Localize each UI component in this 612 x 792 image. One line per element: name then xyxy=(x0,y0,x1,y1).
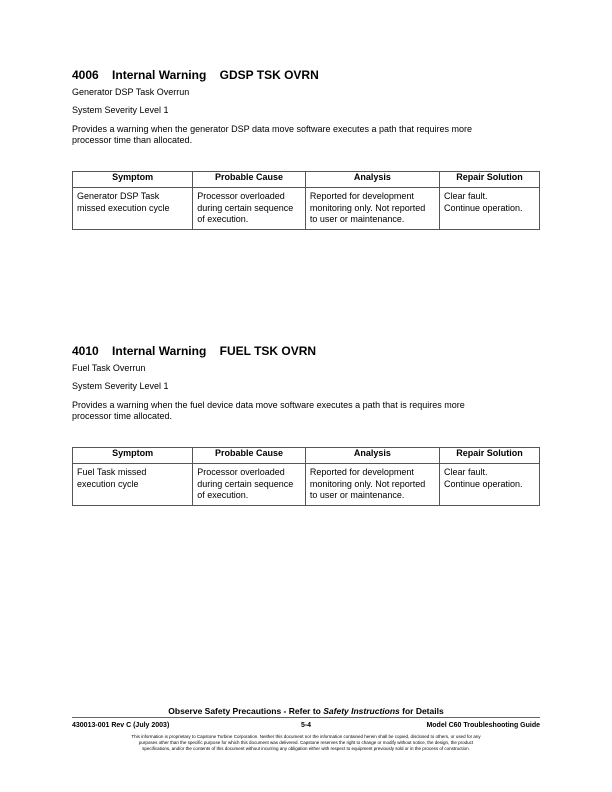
header-symptom: Symptom xyxy=(73,172,193,188)
cell-symptom xyxy=(73,464,193,506)
cell-repair-solution xyxy=(440,464,540,506)
safety-notice-prefix: Observe Safety Precautions - Refer to xyxy=(168,706,324,716)
safety-instructions-reference: Safety Instructions xyxy=(323,706,400,716)
legal-line: specifications, and/or the contents of this document without incurring any obligation either with respect to equipment previously sold or in the process of construction. xyxy=(142,746,470,751)
section-heading xyxy=(72,68,540,82)
legal-line: This information is proprietary to Capstone Turbine Corporation. Neither this document nor the information contained herein shall be copied, disclosed to others, or used for any xyxy=(131,734,481,739)
cell-analysis xyxy=(305,188,439,230)
fault-code: 4010 xyxy=(72,344,99,358)
cell-line: during certain sequence xyxy=(197,478,294,489)
cell-line: Processor overloaded xyxy=(197,467,285,477)
legal-line: purposes other than the specific purpose for which this document was delivered. Capstone reserves the right to change or modify without notice, the design, the product xyxy=(138,740,474,745)
fault-subtitle: Generator DSP Task Overrun xyxy=(72,87,190,97)
fault-code: 4006 xyxy=(72,68,99,82)
cell-line: during certain sequence xyxy=(197,202,294,213)
cell-probable-cause xyxy=(193,188,306,230)
table-header-row xyxy=(73,172,540,188)
description-line-2: processor time than allocated. xyxy=(72,135,193,145)
cell-line: Reported for development xyxy=(309,191,414,201)
cell-line: to user or maintenance. xyxy=(309,214,405,224)
header-repair-solution: Repair Solution xyxy=(440,172,540,188)
description-line-1: Provides a warning when the generator DSP data move software executes a path that requires more xyxy=(72,124,473,134)
cell-line: Continue operation. xyxy=(444,202,523,213)
description-line-1: Provides a warning when the fuel device data move software executes a path that is requires more xyxy=(72,400,465,410)
cell-line: missed execution cycle xyxy=(77,202,170,213)
cell-line: Continue operation. xyxy=(444,478,523,489)
fault-section-4006 xyxy=(72,68,540,224)
cell-symptom xyxy=(73,188,193,230)
fault-subtitle: Fuel Task Overrun xyxy=(72,363,146,373)
cell-line: Processor overloaded xyxy=(197,191,285,201)
description-line-2: processor time allocated. xyxy=(72,411,173,421)
guide-title: Model C60 Troubleshooting Guide xyxy=(426,722,540,729)
cell-line: Clear fault. xyxy=(444,467,488,477)
cell-line: monitoring only. Not reported xyxy=(309,478,426,489)
fault-mnemonic: GDSP TSK OVRN xyxy=(219,68,319,82)
fault-type: Internal Warning xyxy=(112,344,207,358)
header-symptom: Symptom xyxy=(73,448,193,464)
cell-line: execution cycle xyxy=(77,478,139,489)
cell-line: Fuel Task missed xyxy=(77,467,147,477)
cell-probable-cause xyxy=(193,464,306,506)
troubleshooting-table xyxy=(72,171,540,230)
header-analysis: Analysis xyxy=(305,172,439,188)
safety-notice-suffix: for Details xyxy=(399,706,444,716)
table-row xyxy=(73,464,540,506)
header-probable-cause: Probable Cause xyxy=(193,172,306,188)
cell-line: of execution. xyxy=(197,214,249,224)
legal-notice xyxy=(72,734,540,752)
safety-notice xyxy=(0,706,612,716)
header-analysis: Analysis xyxy=(305,448,439,464)
header-repair-solution: Repair Solution xyxy=(440,448,540,464)
footer-divider xyxy=(72,717,540,718)
fault-section-4010 xyxy=(72,344,540,500)
fault-mnemonic: FUEL TSK OVRN xyxy=(219,344,317,358)
cell-line: Generator DSP Task xyxy=(77,191,160,201)
troubleshooting-table xyxy=(72,447,540,506)
cell-line: Reported for development xyxy=(309,467,414,477)
fault-type: Internal Warning xyxy=(112,68,207,82)
severity-level: System Severity Level 1 xyxy=(72,105,169,115)
table-row xyxy=(73,188,540,230)
table-header-row xyxy=(73,448,540,464)
cell-line: to user or maintenance. xyxy=(309,490,405,500)
header-probable-cause: Probable Cause xyxy=(193,448,306,464)
cell-line: of execution. xyxy=(197,490,249,500)
cell-line: monitoring only. Not reported xyxy=(309,202,426,213)
cell-repair-solution xyxy=(440,188,540,230)
page-number: 5-4 xyxy=(300,722,312,729)
document-number: 430013-001 Rev C (July 2003) xyxy=(72,722,170,729)
severity-level: System Severity Level 1 xyxy=(72,381,169,391)
cell-analysis xyxy=(305,464,439,506)
section-heading xyxy=(72,344,540,358)
cell-line: Clear fault. xyxy=(444,191,488,201)
